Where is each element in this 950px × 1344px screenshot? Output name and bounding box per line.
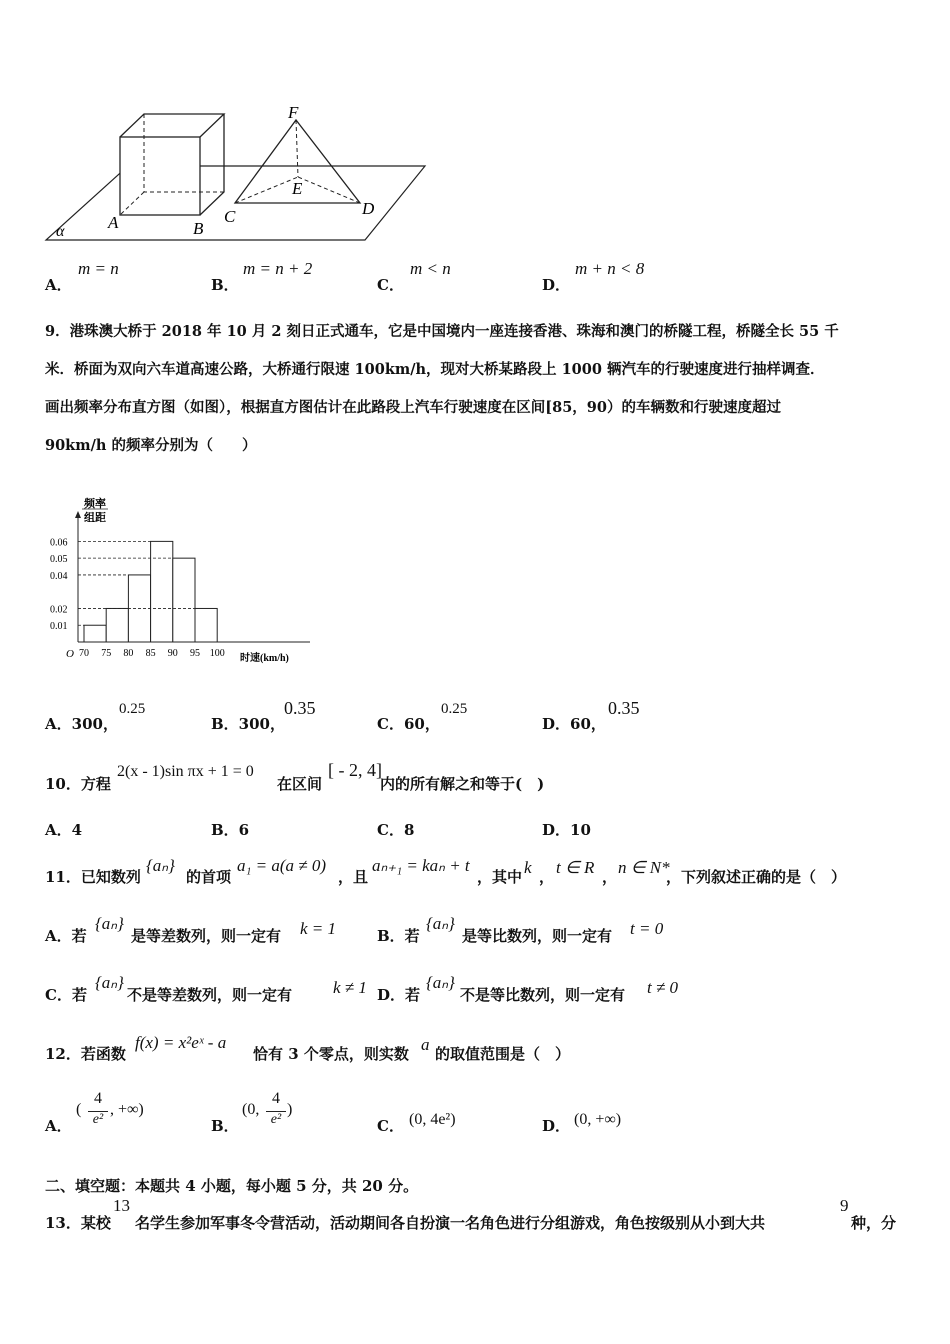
x-tick-label: 90 — [167, 648, 178, 659]
q11-option-b-1: B．若 — [377, 927, 420, 945]
q11-stem-4: ，其中 — [477, 868, 523, 886]
y-tick-label: 0.02 — [50, 604, 68, 616]
q8-option-c-letter: C． — [377, 276, 404, 294]
q11-option-c-2: 不是等差数列，则一定有 — [127, 986, 293, 1004]
y-label-bottom: 组距 — [84, 512, 106, 524]
q11-option-b-2: 是等比数列，则一定有 — [462, 927, 613, 945]
q11-option-a-cond: k = 1 — [300, 919, 337, 938]
q12-option-b-letter: B． — [211, 1117, 239, 1135]
q10-mid: 在区间 — [277, 775, 323, 793]
q11-option-c-seq: {aₙ} — [95, 973, 124, 992]
q12-option-d: (0, +∞) — [574, 1111, 622, 1128]
q11-option-b-seq: {aₙ} — [426, 914, 455, 933]
q11-option-a-seq: {aₙ} — [95, 914, 124, 933]
label-B: B — [193, 219, 204, 238]
q12-a: a — [421, 1035, 430, 1054]
label-E: E — [292, 179, 303, 198]
histogram-bar — [106, 608, 128, 642]
q11-option-a-1: A．若 — [45, 927, 87, 945]
histogram-bar — [173, 558, 195, 642]
q11-option-d-2: 不是等比数列，则一定有 — [460, 986, 626, 1004]
y-tick-label: 0.05 — [50, 554, 68, 566]
x-tick-label: 70 — [79, 648, 89, 659]
q11-n-in-n: n ∈ N* — [618, 858, 670, 877]
q11-option-d-1: D．若 — [377, 986, 421, 1004]
histogram-bar — [84, 625, 106, 642]
q8-option-a-letter: A． — [45, 276, 72, 294]
x-tick-label: 85 — [145, 648, 156, 659]
q10-equation: 2(x - 1)sin πx + 1 = 0 — [117, 763, 254, 780]
q11-option-d-seq: {aₙ} — [426, 973, 455, 992]
q12-function: f(x) = x²eˣ - a — [135, 1033, 227, 1052]
q11-option-b-cond: t = 0 — [630, 919, 664, 938]
q9-option-a-letter: A．300， — [45, 715, 118, 733]
q9-line-1: 9．港珠澳大桥于 2018 年 10 月 2 刻日正式通车，它是中国境内一座连接香港、珠海和澳门的桥隧工程，桥隧全长 55 千 — [45, 323, 839, 340]
q9-option-a: 0.25 — [119, 701, 146, 717]
y-axis-arrow — [75, 511, 81, 518]
y-tick-label: 0.06 — [50, 537, 68, 549]
q11-option-c-cond: k ≠ 1 — [333, 978, 367, 997]
q12-option-c-letter: C． — [377, 1117, 404, 1135]
x-tick-label: 100 — [209, 648, 225, 659]
q10-option-a: A．4 — [45, 821, 83, 839]
x-tick-label: 95 — [190, 648, 200, 659]
q8-option-c: m < n — [410, 259, 451, 278]
q13-stem-1: 13．某校 — [45, 1214, 111, 1232]
q10-suffix: 内的所有解之和等于( ) — [380, 775, 545, 793]
q13-stem-2: 名学生参加军事冬令营活动，活动期间各自扮演一名角色进行分组游戏，角色按级别从小到大共 — [135, 1214, 766, 1232]
q11-option-a-2: 是等差数列，则一定有 — [131, 927, 282, 945]
q11-comma-1: ， — [539, 868, 555, 886]
q9-line-4: 90km/h 的频率分别为（ ） — [45, 437, 257, 454]
q10-option-c: C．8 — [377, 821, 415, 839]
section-fill-in-title: 二、填空题：本题共 4 小题，每小题 5 分，共 20 分。 — [45, 1177, 419, 1195]
q12-stem-1: 12．若函数 — [45, 1045, 126, 1063]
y-tick-label: 0.01 — [50, 621, 68, 633]
q8-option-b: m = n + 2 — [243, 259, 313, 278]
q11-stem-3: ，且 — [338, 868, 369, 886]
x-tick-label: 75 — [101, 648, 112, 659]
q11-option-d-cond: t ≠ 0 — [647, 978, 679, 997]
x-tick-label: 80 — [123, 648, 134, 659]
q9-option-b-letter: B．300， — [211, 715, 285, 733]
q12-option-d-letter: D． — [542, 1117, 571, 1135]
q13-count: 13 — [113, 1196, 130, 1215]
cube-top — [120, 114, 224, 137]
q10-option-d: D．10 — [542, 821, 591, 839]
label-A: A — [108, 213, 119, 232]
label-F: F — [288, 103, 299, 122]
q9-option-d-letter: D．60， — [542, 715, 606, 733]
q9-option-b: 0.35 — [284, 698, 316, 718]
origin-label: O — [66, 648, 74, 660]
histogram-bar — [151, 541, 173, 642]
q8-option-a: m = n — [78, 259, 119, 278]
q8-option-b-letter: B． — [211, 276, 239, 294]
q10-option-b: B．6 — [211, 821, 250, 839]
label-C: C — [224, 207, 236, 226]
q11-t-in-r: t ∈ R — [556, 858, 595, 877]
y-label-top: 频率 — [84, 498, 106, 510]
geometry-figure — [40, 100, 440, 250]
q8-option-d-letter: D． — [542, 276, 571, 294]
q9-option-c-letter: C．60， — [377, 715, 440, 733]
q8-option-d: m + n < 8 — [575, 259, 645, 278]
q10-interval: [ - 2, 4] — [328, 760, 382, 780]
q9-line-3: 画出频率分布直方图（如图），根据直方图估计在此路段上汽车行驶速度在区间[85，90）的车辆数和行驶速度超过 — [45, 399, 781, 416]
q13-stem-3: 种，分 — [851, 1214, 897, 1232]
y-tick-label: 0.04 — [50, 570, 68, 582]
histogram — [48, 495, 318, 670]
q11-stem-1: 11．已知数列 — [45, 868, 141, 886]
x-axis-label: 时速(km/h) — [240, 653, 289, 664]
q11-stem-2: 的首项 — [186, 868, 232, 886]
q9-line-2: 米．桥面为双向六车道高速公路，大桥通行限速 100km/h，现对大桥某路段上 1000 辆汽车的行驶速度进行抽样调查． — [45, 361, 825, 378]
q9-option-d: 0.35 — [608, 698, 640, 718]
q10-prefix: 10．方程 — [45, 775, 111, 793]
q11-comma-2: ， — [602, 868, 618, 886]
label-D: D — [362, 199, 375, 218]
q9-option-c: 0.25 — [441, 701, 468, 717]
q11-first-term: a₁ = a(a ≠ 0) — [237, 856, 327, 875]
q12-option-c: (0, 4e²) — [409, 1111, 456, 1128]
q11-stem-5: ，下列叙述正确的是（ ） — [666, 868, 847, 886]
q12-stem-2: 恰有 3 个零点，则实数 — [253, 1045, 409, 1063]
cube-right — [200, 114, 224, 215]
q11-recurrence: aₙ₊₁ = kaₙ + t — [372, 856, 470, 875]
histogram-bar — [195, 608, 217, 642]
q13-kinds: 9 — [840, 1196, 849, 1215]
q12-option-a-letter: A． — [45, 1117, 72, 1135]
q12-stem-3: 的取值范围是（ ） — [435, 1045, 571, 1063]
q11-option-c-1: C．若 — [45, 986, 87, 1004]
q11-k: k — [524, 858, 532, 877]
q11-seq: {aₙ} — [146, 856, 175, 875]
label-alpha: α — [56, 223, 65, 240]
